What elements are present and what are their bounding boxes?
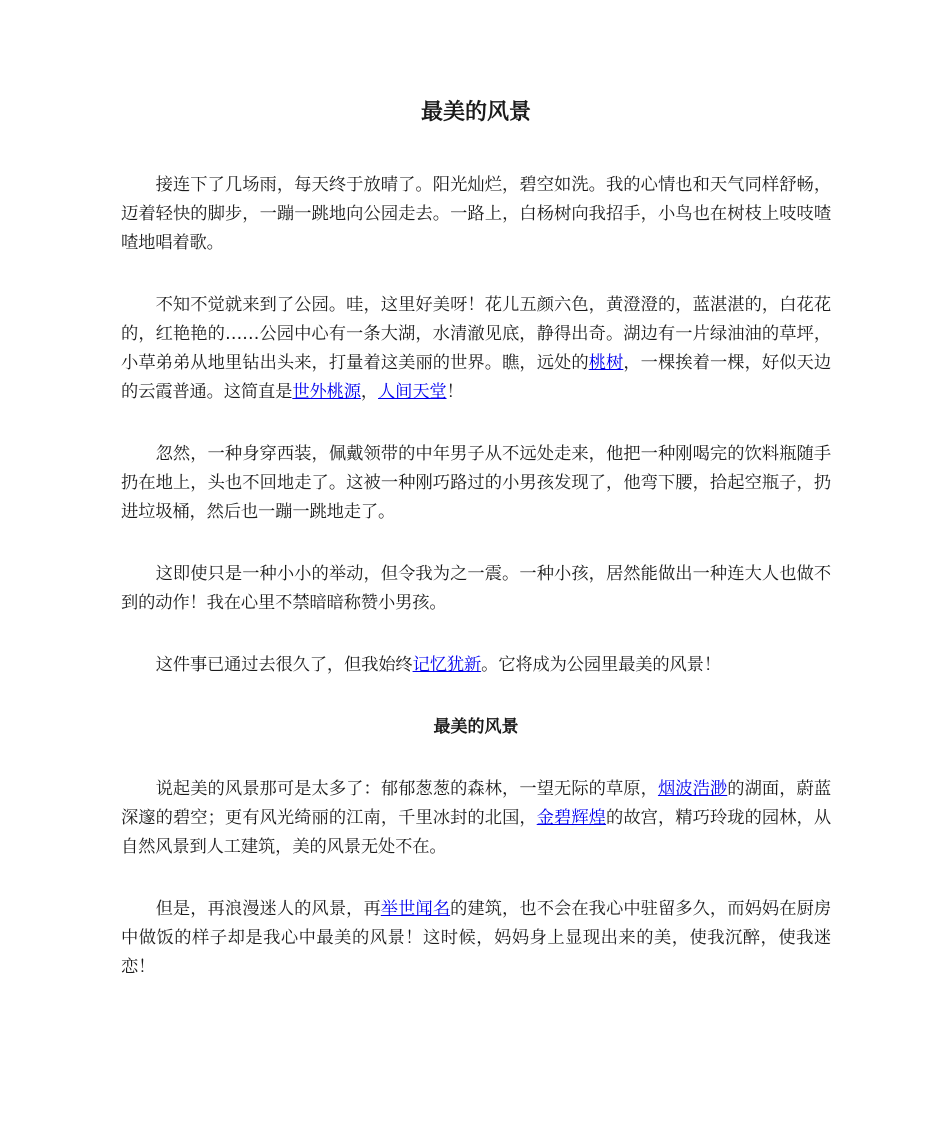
paragraph-2-text-4: ！	[446, 382, 464, 402]
paragraph-2-text-3: ，	[360, 382, 378, 402]
link-fresh-in-memory[interactable]: 记忆犹新	[412, 655, 482, 675]
link-paradise-on-earth[interactable]: 人间天堂	[378, 382, 447, 402]
document-body	[121, 96, 831, 1015]
page-title: 最美的风景	[420, 100, 531, 125]
paragraph-2-text-2: ，一棵挨着一棵，好似天边的云霞普通。这简直是	[121, 353, 832, 402]
paragraph-2	[121, 291, 831, 407]
paragraph-7-text-2: 的建筑，也不会在我心中驻留多久，而妈妈在厨房中做饭的样子却是我心中最美的风景！这时候，妈妈身上显现出来的美，使我沉醉，使我迷恋！	[121, 899, 831, 977]
paragraph-6-text-3: 的故宫，精巧玲珑的园林，从自然风景到人工建筑，美的风景无处不在。	[121, 808, 832, 857]
paragraph-5-text-2: 。它将成为公园里最美的风景！	[481, 655, 721, 675]
paragraph-1: 接连下了几场雨，每天终于放晴了。阳光灿烂，碧空如洗。我的心情也和天气同样舒畅，迈着轻快的脚步，一蹦一跳地向公园走去。一路上，白杨树向我招手，小鸟也在树枝上吱吱喳喳地唱着歌。	[121, 175, 831, 253]
paragraph-2-text-1: 不知不觉就来到了公园。哇，这里好美呀！花儿五颜六色，黄澄澄的，蓝湛湛的，白花花的，红艳艳的……公园中心有一条大湖，水清澈见底，静得出奇。湖边有一片绿油油的草坪，小草弟弟从地里钻出头来，打量着这美丽的世界。瞧，远处的	[121, 295, 831, 373]
link-vast-misty-waters[interactable]: 烟波浩渺	[657, 779, 728, 799]
link-shangri-la[interactable]: 世外桃源	[292, 382, 361, 402]
paragraph-7	[121, 895, 831, 982]
paragraph-6	[121, 775, 831, 862]
paragraph-6-text-1: 说起美的风景那可是太多了：郁郁葱葱的森林，一望无际的草原，	[155, 779, 658, 799]
link-resplendent[interactable]: 金碧辉煌	[536, 808, 607, 828]
paragraph-5-text-1: 这件事已通过去很久了，但我始终	[155, 655, 413, 675]
paragraph-6-text-2: 的湖面，蔚蓝深邃的碧空；更有风光绮丽的江南，千里冰封的北国，	[121, 779, 831, 828]
section-subtitle: 最美的风景	[433, 717, 519, 737]
link-peach-tree[interactable]: 桃树	[588, 353, 624, 373]
paragraph-3: 忽然，一种身穿西装，佩戴领带的中年男子从不远处走来，他把一种刚喝完的饮料瓶随手扔在地上，头也不回地走了。这被一种刚巧路过的小男孩发现了，他弯下腰，拾起空瓶子，扔进垃圾桶，然后也一蹦一跳地走了。	[121, 444, 831, 522]
paragraph-4: 这即使只是一种小小的举动，但令我为之一震。一种小孩，居然能做出一种连大人也做不到的动作！我在心里不禁暗暗称赞小男孩。	[121, 564, 831, 613]
paragraph-5	[121, 651, 831, 680]
link-world-famous[interactable]: 举世闻名	[380, 899, 451, 919]
paragraph-7-text-1: 但是，再浪漫迷人的风景，再	[155, 899, 381, 919]
